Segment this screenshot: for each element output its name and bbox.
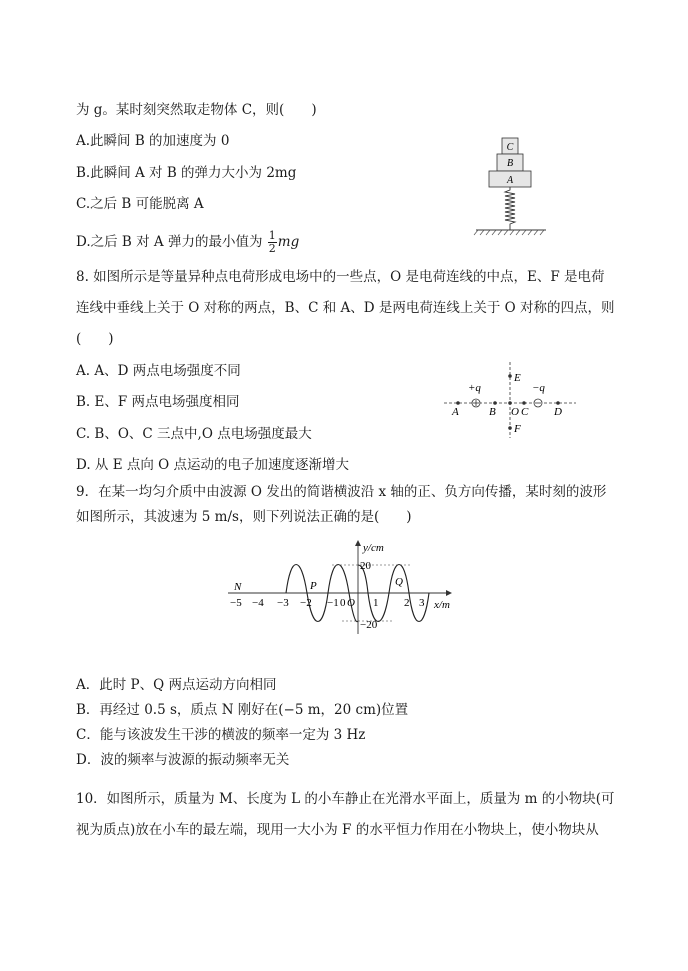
q9-wave-figure [222,538,462,638]
tick-0: 0 [340,597,346,609]
ground-hatch [474,230,544,235]
point-e-label: E [514,372,521,384]
pos-charge-label: +q [468,382,481,394]
point-o-label: O [511,406,519,418]
q7-stem-tail: 为 g。某时刻突然取走物体 C，则( ) [76,102,317,118]
point-d-dot [556,401,560,405]
q8-stem-line-2: 连线中垂线上关于 O 对称的两点，B、C 和 A、D 是两电荷连线上关于 O 对称的四点，则 [76,300,615,316]
spring [505,187,515,230]
q9-stem-line-2: 如图所示，其波速为 5 m/s，则下列说法正确的是( ) [76,509,412,525]
q7-option-d [76,230,299,255]
block-b-label: B [506,158,514,169]
point-b-dot [493,401,497,405]
tick-2: 2 [404,597,410,609]
q8-option-d: D. 从 E 点向 O 点运动的电子加速度逐渐增大 [76,457,350,473]
tick-neg2: −2 [300,597,312,609]
q10-stem-line-2: 视为质点)放在小车的最左端，现用一大小为 F 的水平恒力作用在小物块上，使小物块从 [76,822,599,838]
y-top-label: 20 [360,560,371,572]
q8-option-a: A. A、D 两点电场强度不同 [76,363,241,379]
point-a-label: A [452,406,459,418]
point-d-label: D [554,406,562,418]
q7-fraction-den: 2 [268,242,276,255]
q9-option-d: D．波的频率与波源的振动频率无关 [76,752,290,768]
point-f-dot [508,426,512,430]
q7-option-d-text: D.之后 B 对 A 弹力的最小值为 [76,234,267,250]
q8-stem-line-1: 8. 如图所示是等量异种点电荷形成电场中的一些点，O 是电荷连线的中点，E、F 是电荷 [76,269,605,285]
x-axis-arrow [446,590,452,596]
point-b-label: B [489,406,496,418]
block-a-label: A [506,175,514,186]
q7-fraction [268,230,277,255]
q8-option-b: B. E、F 两点电场强度相同 [76,394,240,410]
origin-label: O [347,597,355,609]
neg-charge-label: −q [532,382,545,394]
q9-option-a: A．此时 P、Q 两点运动方向相同 [76,677,277,693]
x-axis-label: x/m [434,599,450,611]
tick-1: 1 [373,597,379,609]
label-p: P [310,580,317,592]
tick-neg1: −1 [327,597,339,609]
y-axis-arrow [355,540,361,546]
q7-option-d-unit: mg [277,234,300,250]
tick-neg4: −4 [252,597,264,609]
point-f-label: F [514,423,521,435]
tick-neg5: −5 [230,597,242,609]
label-q: Q [395,576,403,588]
q9-option-b: B．再经过 0.5 s，质点 N 刚好在(−5 m，20 cm)位置 [76,702,409,718]
tick-neg3: −3 [277,597,289,609]
q9-option-c: C．能与该波发生干涉的横波的频率一定为 3 Hz [76,727,366,743]
q7-fraction-num: 1 [268,229,276,242]
point-c-dot [522,401,526,405]
q8-option-c: C. B、O、C 三点中,O 点电场强度最大 [76,426,312,442]
q8-charges-figure [440,358,580,440]
point-o-dot [508,401,512,405]
block-c-label: C [506,142,514,153]
q8-stem-line-3: ( ) [76,331,114,347]
q10-stem-line-1: 10．如图所示，质量为 M、长度为 L 的小车静止在光滑水平面上，质量为 m 的小物块(可 [76,791,615,807]
q7-spring-blocks-figure [470,133,560,239]
point-a-dot [456,401,460,405]
y-axis-label: y/cm [363,542,384,554]
tick-3: 3 [419,597,425,609]
label-n: N [234,581,242,593]
y-bottom-label: −20 [360,619,378,631]
q7-option-a: A.此瞬间 B 的加速度为 0 [76,133,230,149]
point-c-label: C [521,406,529,418]
q9-stem-line-1: 9．在某一均匀介质中由波源 O 发出的简谐横波沿 x 轴的正、负方向传播，某时刻的波形 [76,484,607,500]
q7-option-c: C.之后 B 可能脱离 A [76,196,204,212]
q7-option-b: B.此瞬间 A 对 B 的弹力大小为 2mg [76,165,297,181]
point-e-dot [508,374,512,378]
